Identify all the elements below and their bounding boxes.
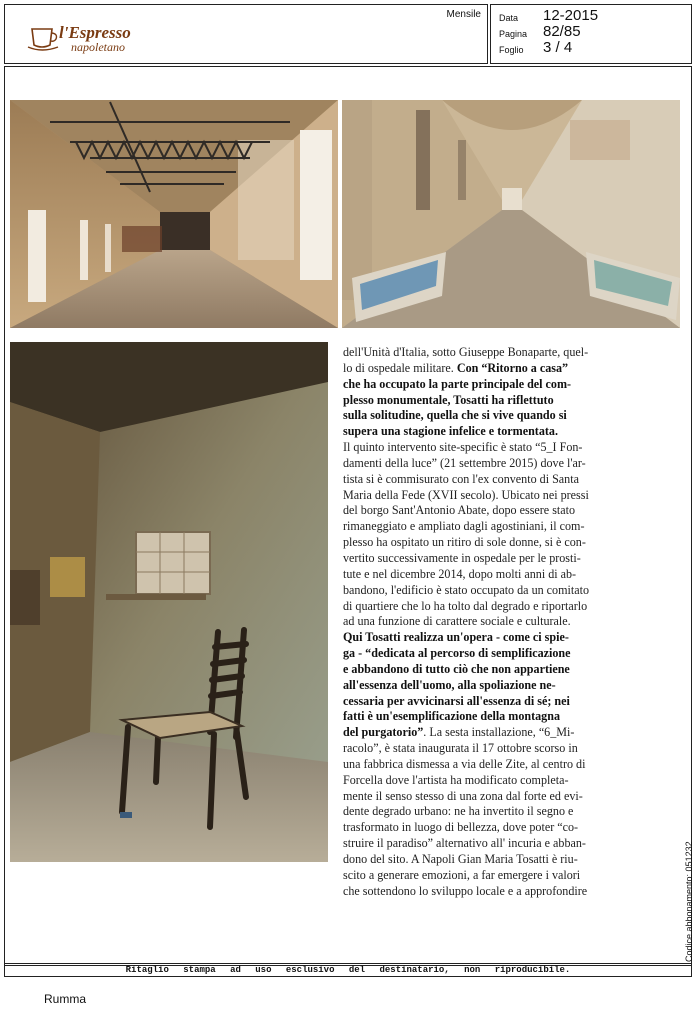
article-line: Il quinto intervento site-specific è stato “5_I Fon- [343, 440, 583, 455]
article-line: struire il paradiso” alternativo all' incuria e abban- [343, 836, 586, 851]
article-line: mente il senso stesso di una zona dal forte ed evi- [343, 788, 583, 803]
article-line-bold: Con “Ritorno a casa” [456, 360, 569, 375]
pagina-label: Pagina [499, 29, 528, 39]
coffee-cup-icon [27, 23, 61, 51]
article-line: bandono, l'edificio è stato occupato da un comitato [343, 582, 589, 597]
foglio-label: Foglio [499, 45, 524, 55]
article-line: che ha occupato la parte principale del com- [343, 376, 572, 391]
article-line-bold: del purgatorio” [343, 725, 424, 740]
logo-subtitle: napoletano [71, 40, 125, 54]
article-line: una fabbrica dismessa a via delle Zite, al centro di [343, 756, 586, 771]
article-line: plesso monumentale, Tosatti ha riflettuto [343, 392, 554, 407]
article-line: Forcella dove l'artista ha modificato completa- [343, 772, 569, 787]
article-line [343, 361, 681, 377]
article-line-normal: lo di ospedale militare. [343, 360, 457, 375]
logo-title: l'Espresso [59, 23, 131, 42]
foglio-value: 3 / 4 [543, 39, 573, 56]
article-line: sulla solitudine, quella che si vive quando si [343, 408, 567, 423]
pagina-value: 82/85 [543, 23, 581, 40]
article-line: racolo”, è stata inaugurata il 17 ottobre scorso in [343, 741, 578, 756]
data-value: 12-2015 [543, 7, 599, 24]
article-line: tute e nel dicembre 2014, dopo molti anni di ab- [343, 566, 577, 581]
article-line: plesso ha ospitato un ritiro di sole donne, si è con- [343, 535, 586, 550]
article-line: del borgo Sant'Antonio Abate, dopo essere stato [343, 503, 576, 518]
article-line: rimaneggiato e ampliato dagli agostiniani, il com- [343, 519, 585, 534]
article-line: ad una funzione di carattere sociale e culturale. [343, 614, 571, 629]
article-line: dente degrado urbano: ne ha invertito il segno e [343, 804, 574, 819]
client-name: Rumma [44, 992, 87, 1006]
header-meta-box [490, 4, 692, 64]
article-line: cessaria per avvicinarsi all'essenza di sé; nei [343, 693, 570, 708]
subscription-code: Codice abbonamento: 051232 [684, 841, 694, 962]
article-line: damenti della luce” (21 settembre 2015) dove l'ar- [343, 455, 586, 470]
article-line: vertito successivamente in ospedale per le prosti- [343, 550, 581, 565]
footer-notice: Ritaglio stampa ad uso esclusivo del destinatario, non riproducibile. [125, 965, 571, 975]
article-line [343, 725, 681, 741]
publication-logo [27, 21, 137, 57]
frequency-label: Mensile [446, 9, 481, 20]
article-line: Maria della Fede (XVII secolo). Ubicato nei pressi [343, 487, 589, 502]
corridor-photo-left [10, 100, 338, 328]
footer-box [4, 963, 692, 977]
article-line: ga - “dedicata al percorso di semplificazione [343, 646, 571, 661]
article-line: dell'Unità d'Italia, sotto Giuseppe Bonaparte, quel- [343, 345, 589, 359]
article-line-normal: . La sesta installazione, “6_Mi- [423, 725, 575, 740]
chair-room-photo [10, 342, 328, 862]
article-line: supera una stagione infelice e tormentata. [343, 424, 558, 439]
article-line: tista si è commisurato con l'ex convento di Santa [343, 471, 579, 486]
article-line: dono del sito. A Napoli Gian Maria Tosatti è riu- [343, 852, 578, 866]
article-line: fatti è un'esemplificazione della montagna [343, 709, 560, 724]
header-logo-box [4, 4, 488, 64]
article-line: che sottendono lo sviluppo locale e a approfondire [343, 883, 588, 898]
corridor-photo-right [342, 100, 680, 328]
article-line: trasformato in luogo di bellezza, dove poter “co- [343, 820, 579, 835]
article-text [343, 345, 681, 900]
article-line: e abbandono di tutto ciò che non appartiene [343, 661, 570, 676]
data-label: Data [499, 13, 519, 23]
article-line: Qui Tosatti realizza un'opera - come ci spie- [343, 630, 569, 645]
article-line: di quartiere che lo ha tolto dal degrado e riportarlo [343, 598, 588, 613]
article-line: all'essenza dell'uomo, alla spoliazione ne- [343, 677, 556, 692]
article-line: scito a generare emozioni, a far emergere i valori [343, 867, 581, 882]
